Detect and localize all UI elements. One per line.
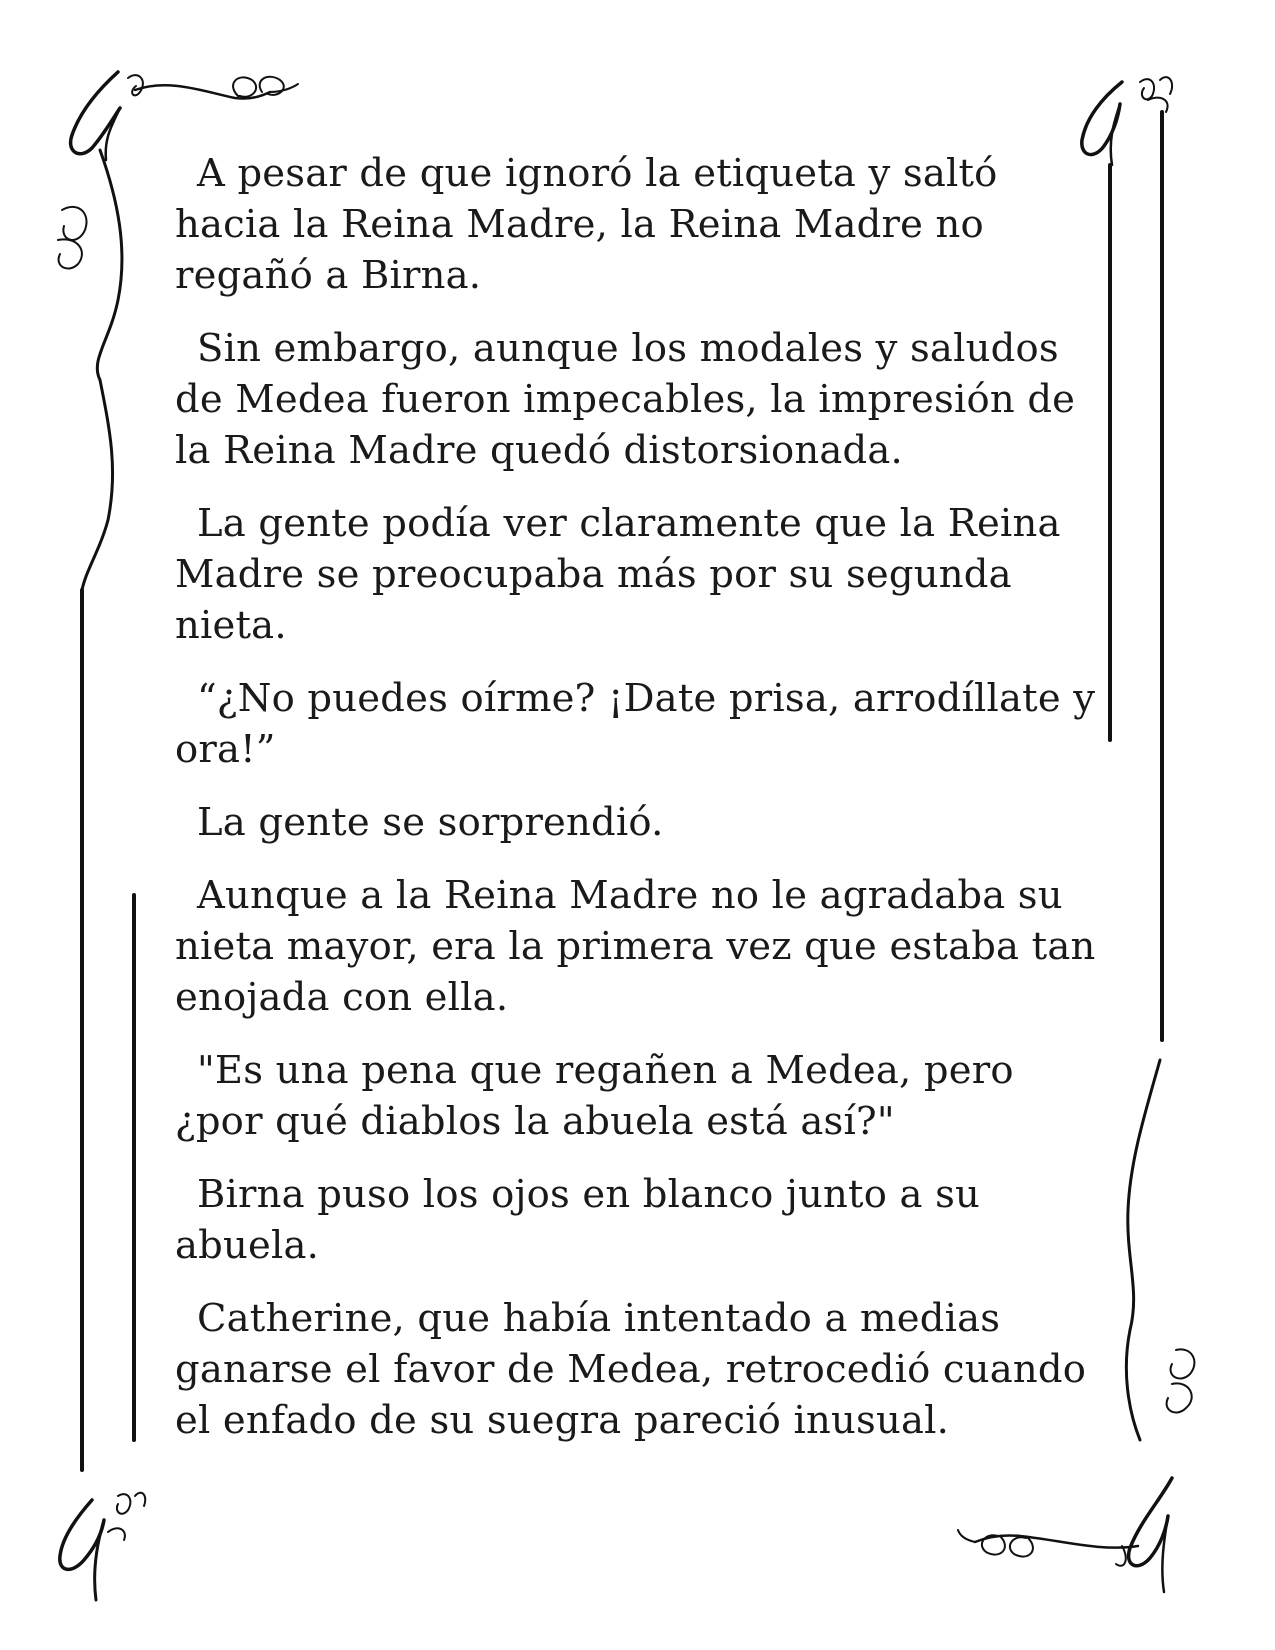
story-text: [175, 148, 1100, 1468]
paragraph: Catherine, que había intentado a medias ganarse el favor de Medea, retrocedió cuando el enfado de su suegra pareció inusual.: [175, 1296, 1087, 1443]
paragraph: A pesar de que ignoró la etiqueta y saltó hacia la Reina Madre, la Reina Madre no regañó a Birna.: [175, 151, 998, 298]
bottom-left-flourish-icon: [60, 1493, 145, 1600]
paragraph: "Es una pena que regañen a Medea, pero ¿por qué diablos la abuela está así?": [175, 1048, 1014, 1144]
paragraph: Birna puso los ojos en blanco junto a su abuela.: [175, 1172, 981, 1268]
paragraph: “¿No puedes oírme? ¡Date prisa, arrodíllate y ora!”: [175, 676, 1096, 772]
paragraph: Aunque a la Reina Madre no le agradaba su nieta mayor, era la primera vez que estaba tan enojada con ella.: [175, 873, 1096, 1020]
paragraph: La gente se sorprendió.: [197, 800, 664, 845]
paragraph: La gente podía ver claramente que la Reina Madre se preocupaba más por su segunda nieta.: [175, 501, 1061, 648]
paragraph: Sin embargo, aunque los modales y saludos de Medea fueron impecables, la impresión de la Reina Madre quedó distorsionada.: [175, 326, 1076, 473]
